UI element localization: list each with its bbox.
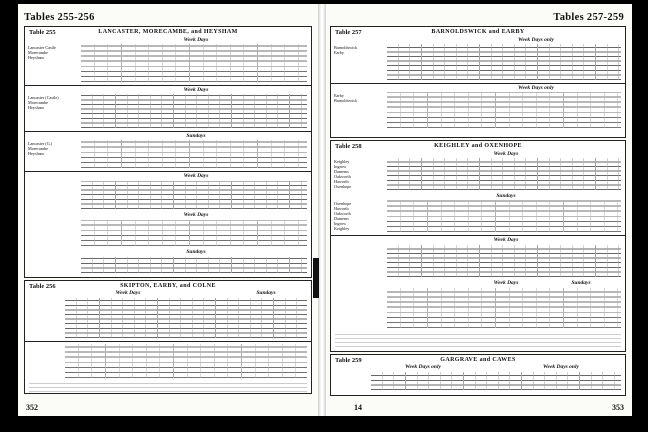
running-head-right: Tables 257-259 bbox=[553, 12, 624, 23]
timetable-grid bbox=[81, 220, 307, 246]
divider bbox=[331, 235, 625, 236]
table-255 bbox=[24, 26, 312, 278]
section-header: Sundays bbox=[186, 249, 206, 255]
section-header: Week Days bbox=[493, 237, 519, 243]
timetable-grid bbox=[65, 298, 307, 338]
section-header: Week Days bbox=[183, 173, 209, 179]
table-title: BARNOLDSWICK and EARBY bbox=[431, 29, 525, 35]
timetable-grid bbox=[81, 94, 307, 128]
running-head-left: Tables 255-256 bbox=[24, 12, 95, 23]
gutter bbox=[318, 4, 326, 416]
timetable-grid bbox=[387, 288, 621, 328]
section-header: Sundays bbox=[186, 133, 206, 139]
table-257 bbox=[330, 26, 626, 138]
table-number: Table 259 bbox=[335, 357, 362, 364]
section-header: Week Days bbox=[183, 37, 209, 43]
station-list: Barnoldswick Earby bbox=[334, 45, 358, 56]
table-259 bbox=[330, 354, 626, 396]
divider bbox=[25, 341, 311, 342]
section-header: Week Days only bbox=[518, 85, 554, 91]
section-header: Week Days bbox=[115, 290, 141, 296]
station-list: Keighley Ingrow Damems Oakworth Haworth Oxenhope bbox=[334, 159, 352, 190]
timetable-grid bbox=[387, 92, 621, 128]
timetable-grid bbox=[65, 344, 307, 378]
station-list: Lancaster (G.) Morecambe Heysham bbox=[28, 141, 53, 157]
divider bbox=[25, 85, 311, 86]
timetable-grid bbox=[387, 158, 621, 190]
right-page bbox=[326, 4, 632, 416]
station-list: Lancaster (Castle) Morecambe Heysham bbox=[28, 95, 59, 111]
section-header: Week Days bbox=[183, 212, 209, 218]
footnotes bbox=[335, 331, 621, 347]
section-header: Week Days bbox=[493, 151, 519, 157]
table-title: KEIGHLEY and OXENHOPE bbox=[434, 143, 522, 149]
section-header: Sundays bbox=[256, 290, 276, 296]
timetable-grid bbox=[81, 181, 307, 209]
section-header: Week Days bbox=[183, 87, 209, 93]
station-list: Oxenhope Haworth Oakworth Damems Ingrow Keighley bbox=[334, 201, 352, 232]
divider bbox=[25, 171, 311, 172]
section-header: Sundays bbox=[496, 193, 516, 199]
timetable-grid bbox=[371, 372, 621, 390]
footnotes bbox=[29, 380, 307, 392]
section-header: Week Days only bbox=[405, 364, 441, 370]
station-list: Lancaster Castle Morecambe Heysham bbox=[28, 45, 56, 61]
page-number-right: 353 bbox=[612, 403, 624, 412]
section-header: Week Days bbox=[493, 280, 519, 286]
timetable-grid bbox=[387, 245, 621, 277]
table-258 bbox=[330, 140, 626, 352]
divider bbox=[25, 131, 311, 132]
divider bbox=[331, 83, 625, 84]
timetable-grid bbox=[81, 257, 307, 273]
timetable-grid bbox=[81, 140, 307, 168]
timetable-grid bbox=[387, 44, 621, 80]
timetable-grid bbox=[387, 200, 621, 232]
table-title: LANCASTER, MORECAMBE, and HEYSHAM bbox=[98, 29, 238, 35]
table-title: SKIPTON, EARBY, and COLNE bbox=[120, 283, 216, 289]
table-number: Table 256 bbox=[29, 283, 56, 290]
table-number: Table 258 bbox=[335, 143, 362, 150]
table-number: Table 255 bbox=[29, 29, 56, 36]
section-header: Sundays bbox=[571, 280, 591, 286]
left-page bbox=[18, 4, 318, 416]
table-number: Table 257 bbox=[335, 29, 362, 36]
table-256 bbox=[24, 280, 312, 394]
section-header: Week Days only bbox=[518, 37, 554, 43]
center-mark: 14 bbox=[354, 403, 362, 412]
binding-marker bbox=[313, 258, 319, 298]
timetable-grid bbox=[81, 44, 307, 82]
page-number-left: 352 bbox=[26, 403, 38, 412]
table-title: GARGRAVE and CAWES bbox=[440, 357, 516, 363]
station-list: Earby Barnoldswick bbox=[334, 93, 358, 104]
section-header: Week Days only bbox=[543, 364, 579, 370]
